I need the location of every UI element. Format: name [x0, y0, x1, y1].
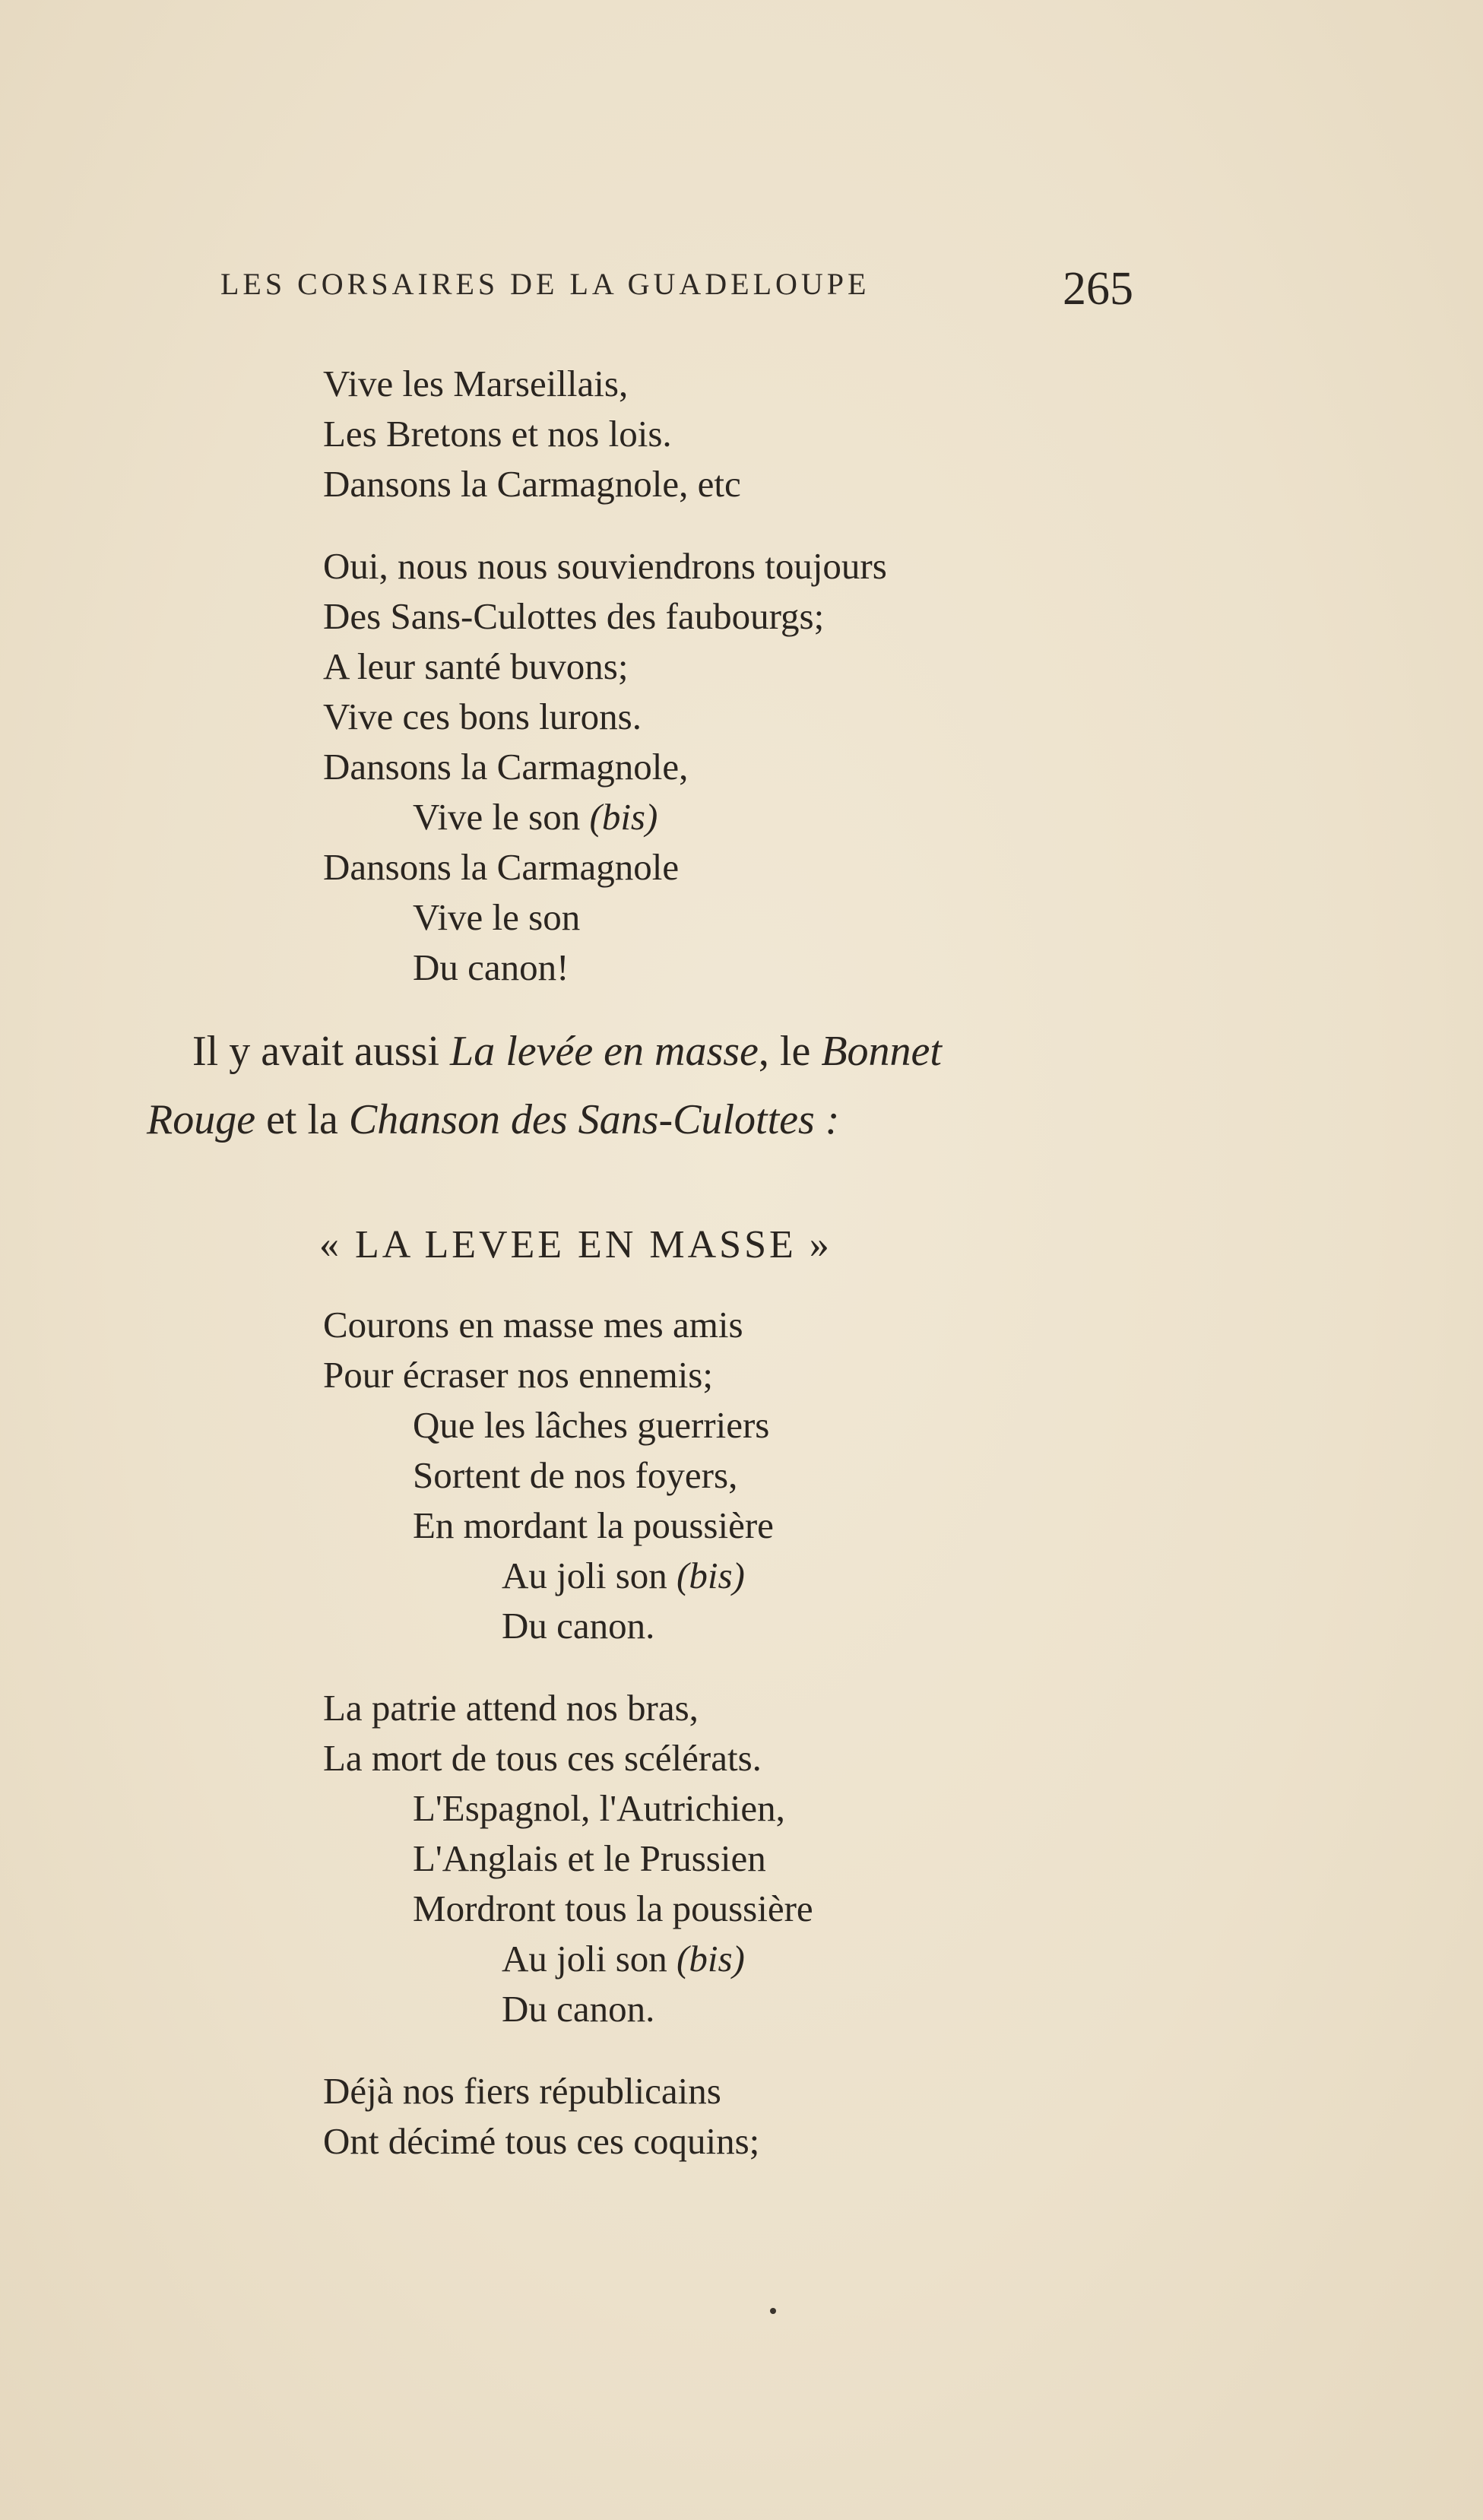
verse-line: [413, 796, 658, 838]
verse-text: Au joli son: [502, 1555, 667, 1596]
bis-mark: (bis): [677, 1938, 745, 1980]
paragraph-line: Il y avait aussi La levée en masse, le Bonnet: [192, 1028, 942, 1075]
verse-line: Dansons la Carmagnole,: [323, 746, 689, 788]
verse-line: Vive ces bons lurons.: [323, 696, 642, 737]
verse-line: Du canon!: [413, 946, 569, 988]
verse-line: Ont décimé tous ces coquins;: [323, 2120, 760, 2162]
verse-line: [502, 1557, 745, 1594]
running-title: LES CORSAIRES DE LA GUADELOUPE: [220, 267, 870, 301]
title-rouge: Rouge: [147, 1096, 256, 1143]
title-bonnet: Bonnet: [821, 1028, 942, 1075]
verse-line: Vive les Marseillais,: [323, 363, 629, 404]
verse-text: Au joli son: [502, 1938, 667, 1980]
verse-line: Des Sans-Culottes des faubourgs;: [323, 595, 825, 637]
verse-line: Pour écraser nos ennemis;: [323, 1354, 713, 1396]
verse-line: La patrie attend nos bras,: [323, 1687, 699, 1729]
verse-line: Dansons la Carmagnole, etc: [323, 463, 741, 505]
verse-line: Que les lâches guerriers: [413, 1404, 770, 1446]
bis-mark: (bis): [677, 1555, 745, 1596]
verse-line: Oui, nous nous souviendrons toujours: [323, 545, 887, 587]
verse-line: A leur santé buvons;: [323, 645, 629, 687]
paragraph-line: Rouge et la Chanson des Sans-Culottes :: [147, 1096, 840, 1143]
verse-line: Sortent de nos foyers,: [413, 1454, 738, 1496]
title-chanson: Chanson des Sans-Culottes :: [348, 1096, 840, 1143]
verse-line: Vive le son: [413, 896, 581, 938]
verse-line: Dansons la Carmagnole: [323, 846, 680, 888]
verse-line: Les Bretons et nos lois.: [323, 413, 672, 455]
verse-line: [502, 1938, 745, 1980]
verse-line: L'Espagnol, l'Autrichien,: [413, 1787, 785, 1829]
verse-text: Vive le son: [413, 796, 581, 838]
title-levee-en-masse: La levée en masse: [450, 1028, 759, 1075]
verse-line: La mort de tous ces scélérats.: [323, 1737, 762, 1779]
verse-line: Du canon.: [502, 1988, 655, 2030]
verse-line: En mordant la poussière: [413, 1504, 774, 1546]
verse-line: L'Anglais et le Prussien: [413, 1837, 766, 1879]
bis-mark: (bis): [589, 796, 658, 838]
verse-line: Mordront tous la poussière: [413, 1888, 813, 1929]
verse-line: Déjà nos fiers républicains: [323, 2070, 721, 2112]
verse-line: Du canon.: [502, 1605, 655, 1647]
verse-line: Courons en masse mes amis: [323, 1304, 743, 1346]
paper-speck: [770, 2308, 776, 2314]
song-title: « LA LEVEE EN MASSE »: [319, 1223, 832, 1266]
page-number: 265: [1063, 263, 1133, 315]
